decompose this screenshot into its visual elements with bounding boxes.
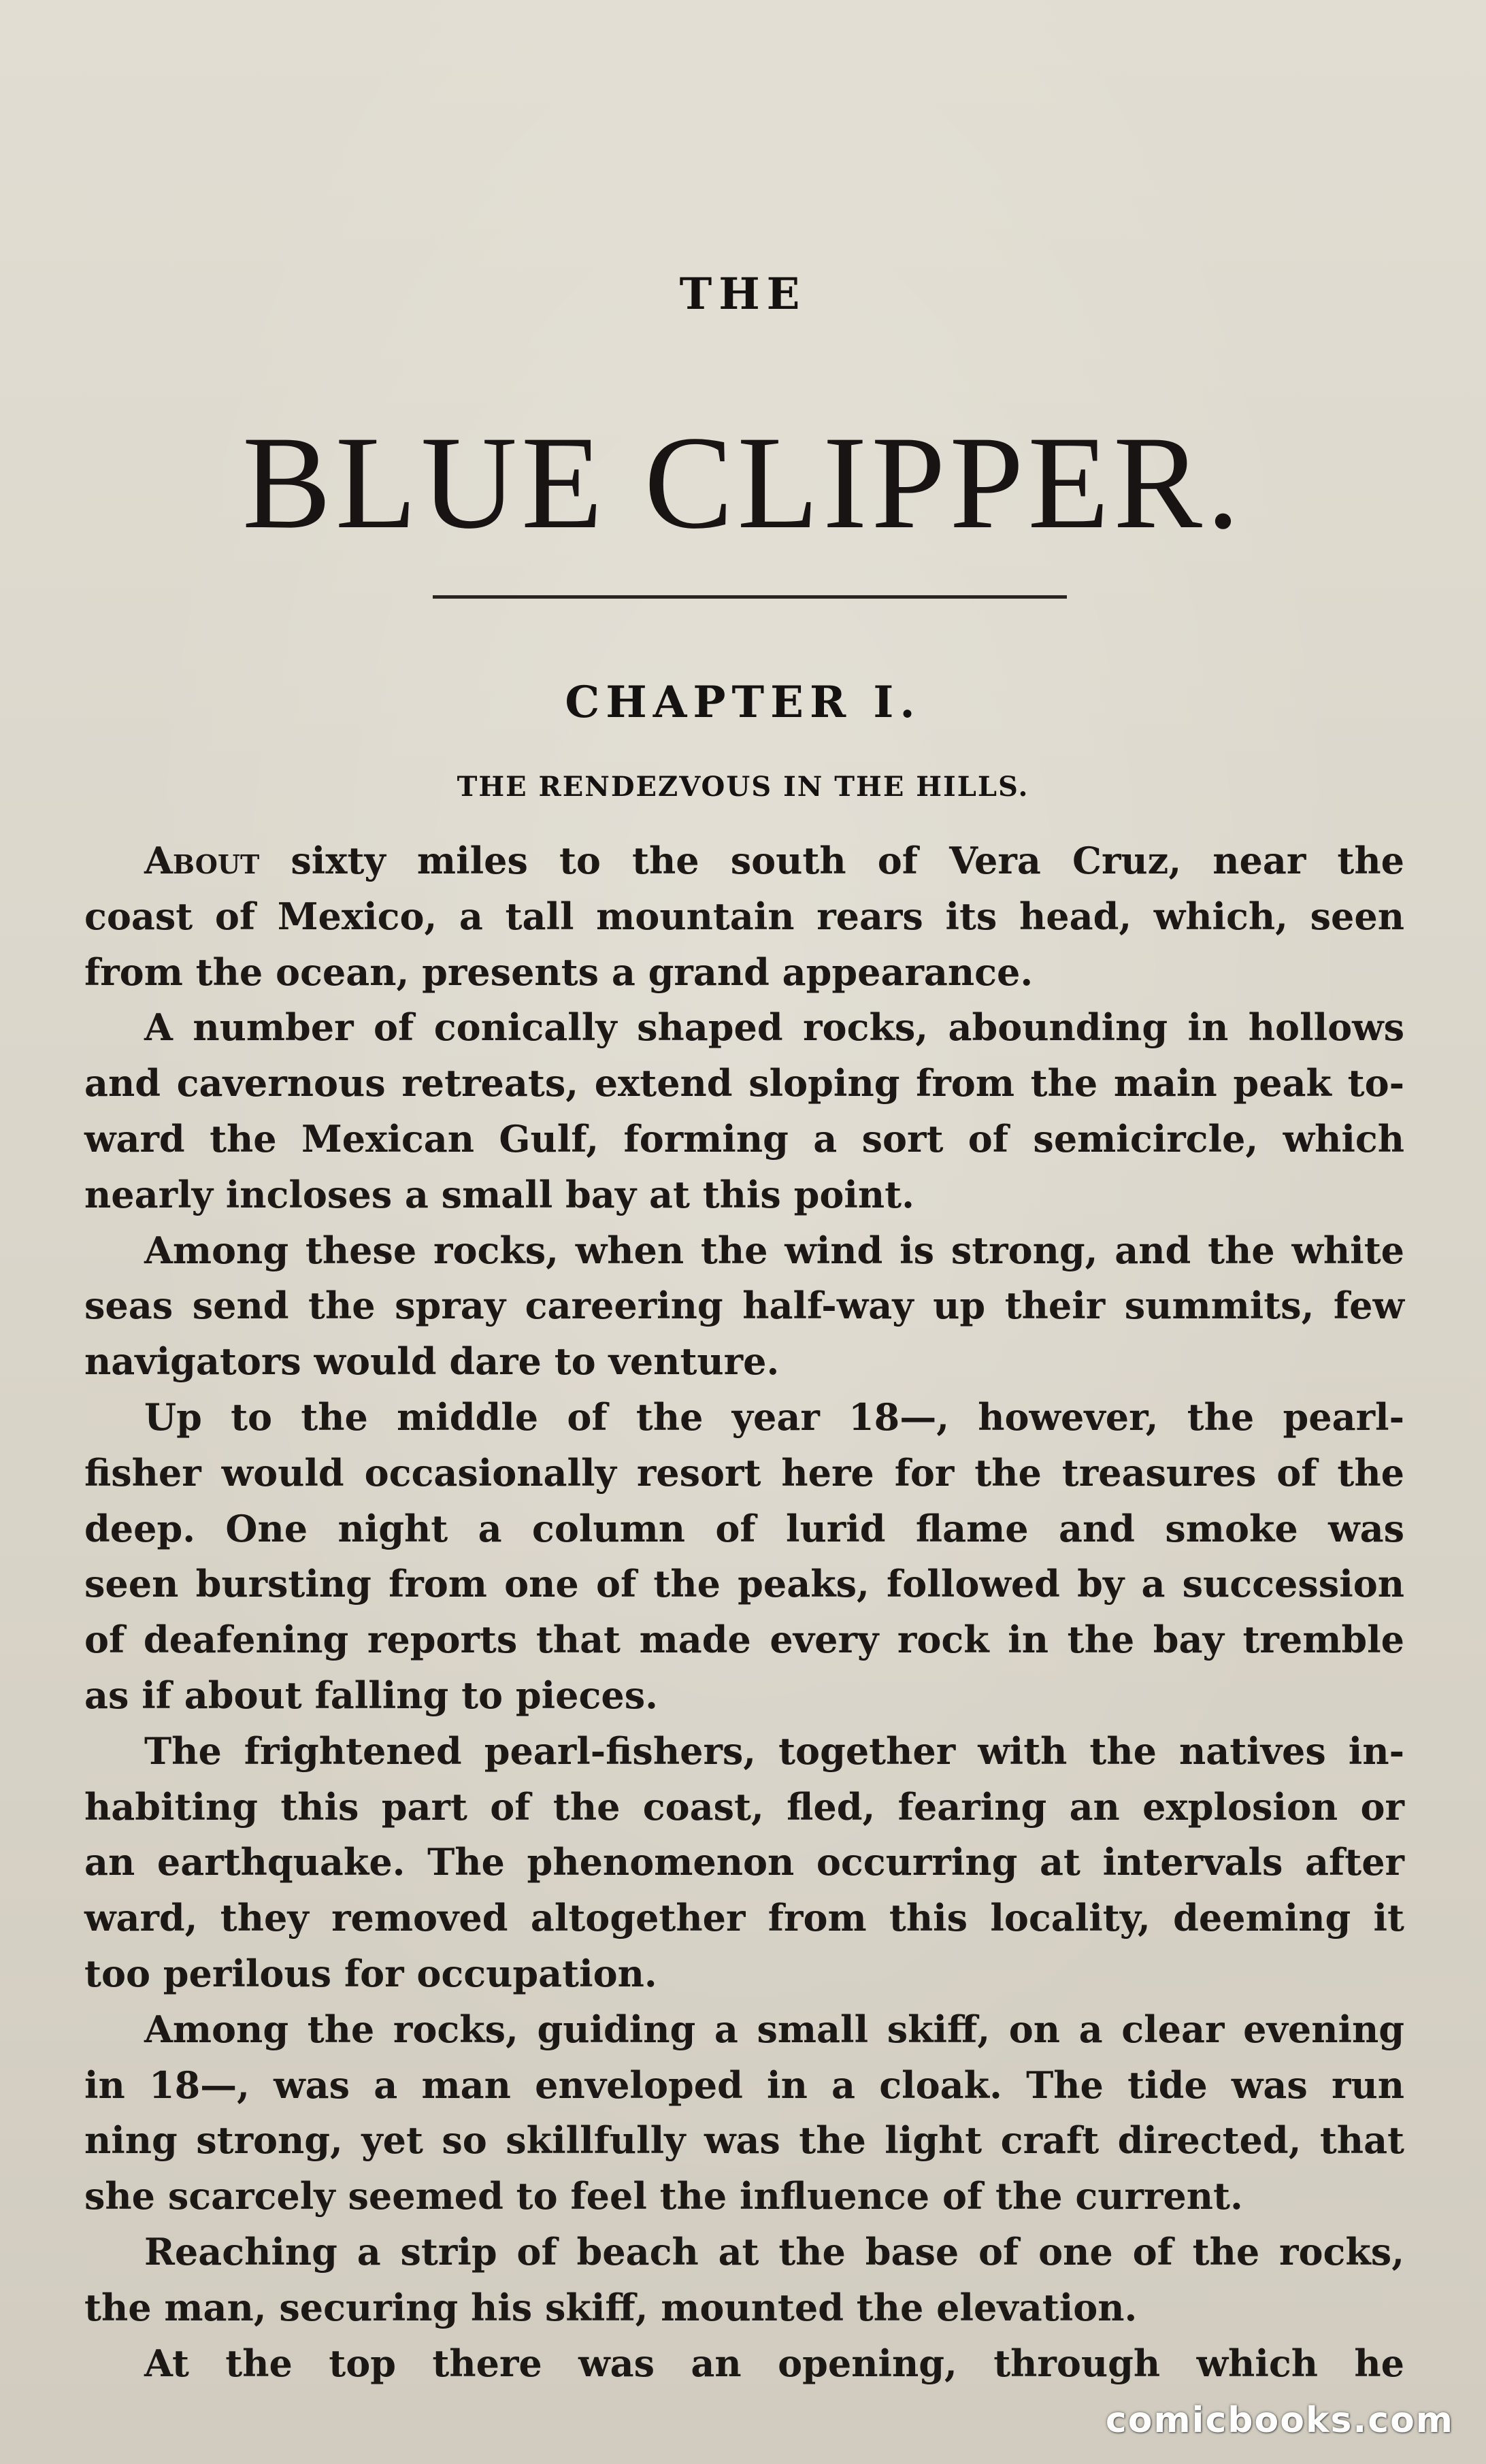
text-line: seas send the spray careering half-way up their summits, few bbox=[84, 1284, 1404, 1328]
text-line: deep. One night a column of lurid flame and smoke was bbox=[84, 1506, 1404, 1550]
book-title: BLUE CLIPPER. bbox=[242, 409, 1244, 556]
text-line: in 18—, was a man enveloped in a cloak. The tide was run bbox=[84, 2063, 1404, 2107]
text-line: the man, securing his skiff, mounted the elevation. bbox=[84, 2285, 1138, 2329]
watermark: comicbooks.com bbox=[1105, 2400, 1454, 2441]
text-line: coast of Mexico, a tall mountain rears its head, which, seen bbox=[84, 894, 1404, 938]
text-line: fisher would occasionally resort here for the treasures of the bbox=[84, 1450, 1404, 1495]
text-line: Reaching a strip of beach at the base of one of the rocks, bbox=[144, 2229, 1404, 2274]
text-line: The frightened pearl-fishers, together with the natives in- bbox=[144, 1729, 1404, 1773]
text-line: ward, they removed altogether from this locality, deeming it bbox=[84, 1896, 1404, 1940]
text-line: Up to the middle of the year 18—, however, the pearl- bbox=[144, 1395, 1404, 1439]
body-text bbox=[84, 833, 1404, 2391]
title-rule bbox=[433, 595, 1067, 599]
text-line: A number of conically shaped rocks, abounding in hollows bbox=[144, 1005, 1404, 1050]
text-line: At the top there was an opening, through which he bbox=[144, 2341, 1404, 2385]
text-line: of deafening reports that made every rock in the bay tremble bbox=[84, 1618, 1404, 1662]
text-line: ning strong, yet so skillfully was the light craft directed, that bbox=[84, 2118, 1404, 2163]
chapter-subtitle: THE RENDEZVOUS IN THE HILLS. bbox=[457, 771, 1029, 803]
text-line: and cavernous retreats, extend sloping from the main peak to- bbox=[84, 1061, 1404, 1105]
text-line: as if about falling to pieces. bbox=[84, 1673, 658, 1717]
title-the: THE bbox=[679, 269, 807, 320]
text-line: nearly incloses a small bay at this point. bbox=[84, 1172, 914, 1216]
text-line: ward the Mexican Gulf, forming a sort of semicircle, which bbox=[84, 1116, 1404, 1161]
text-line: an earthquake. The phenomenon occurring at intervals after bbox=[84, 1840, 1404, 1884]
text-line: she scarcely seemed to feel the influence of the current. bbox=[84, 2174, 1243, 2218]
text-line: too perilous for occupation. bbox=[84, 1951, 657, 1995]
text-line: from the ocean, presents a grand appearance. bbox=[84, 950, 1034, 994]
text-line: seen bursting from one of the peaks, followed by a succession bbox=[84, 1562, 1404, 1606]
text-line: Among these rocks, when the wind is strong, and the white bbox=[144, 1228, 1404, 1272]
text-line: Among the rocks, guiding a small skiff, on a clear evening bbox=[144, 2007, 1404, 2051]
text-line: About sixty miles to the south of Vera Cruz, near the bbox=[144, 839, 1404, 882]
text-line: navigators would dare to venture. bbox=[84, 1339, 780, 1384]
chapter-heading: CHAPTER I. bbox=[565, 677, 921, 728]
text-line: habiting this part of the coast, fled, fearing an explosion or bbox=[84, 1784, 1404, 1829]
